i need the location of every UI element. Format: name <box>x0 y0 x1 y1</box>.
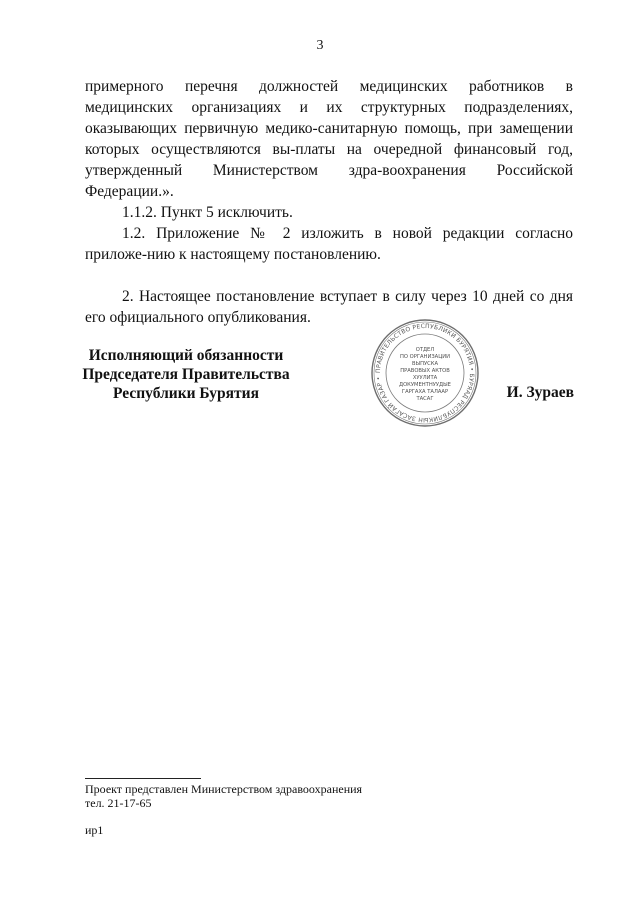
document-code: ир1 <box>85 823 104 837</box>
footnote <box>85 782 362 810</box>
footnote-source: Проект представлен Министерством здравоохранения <box>85 782 363 796</box>
signatory-title-line: Исполняющий обязанности <box>88 347 284 364</box>
signatory-title <box>60 346 312 403</box>
paragraph-item-1-1-2: 1.1.2. Пункт 5 исключить. <box>122 204 293 221</box>
paragraph-item-1-2: 1.2. Приложение № 2 изложить в новой редакции согласно приложе-нию к настоящему постановлению. <box>85 225 573 263</box>
seal-center-line: ПРАВОВЫХ АКТОВ <box>400 368 450 374</box>
seal-center-line: ПО ОРГАНИЗАЦИИ <box>399 354 451 360</box>
seal-center-line: ДОКУМЕНТНУУДЫЕ <box>399 382 451 388</box>
footnote-phone: тел. 21-17-65 <box>85 796 152 810</box>
signatory-title-line: Республики Бурятия <box>113 385 259 402</box>
paragraph-item-2: 2. Настоящее постановление вступает в силу через 10 дней со дня его официального опубликования. <box>85 288 573 326</box>
seal-center-line: ХУУЛИТА <box>412 375 438 381</box>
seal-center-line: ОТДЕЛ <box>415 347 435 353</box>
official-seal <box>370 318 480 428</box>
seal-ring-text: ПРАВИТЕЛЬСТВО РЕСПУБЛИКИ БУРЯТИЯ • БУРЯАД РЕСПУБЛИКЫН ЗАСАГАЙ ГАЗАР • <box>374 322 476 424</box>
seal-center-line: ВЫПУСКА <box>411 361 439 367</box>
signatory-title-line: Председателя Правительства <box>82 366 290 383</box>
document-body <box>85 76 573 328</box>
signatory-name: И. Зураев <box>506 384 574 401</box>
page-number: 3 <box>316 38 324 53</box>
seal-center-line: ТАСАГ <box>416 396 434 402</box>
seal-center-line: ГАРГАХА ТАЛААР <box>401 389 449 395</box>
paragraph-continuation: примерного перечня должностей медицинских работников в медицинских организациях и их структурных подразделениях, оказывающих первичную медико-санитарную помощь, при замещении которых осуществляются вы-платы на очередной финансовый год, утвержденный Министерством здра-воохранения Российской Федерации.». <box>85 78 573 200</box>
footnote-divider <box>85 778 201 779</box>
